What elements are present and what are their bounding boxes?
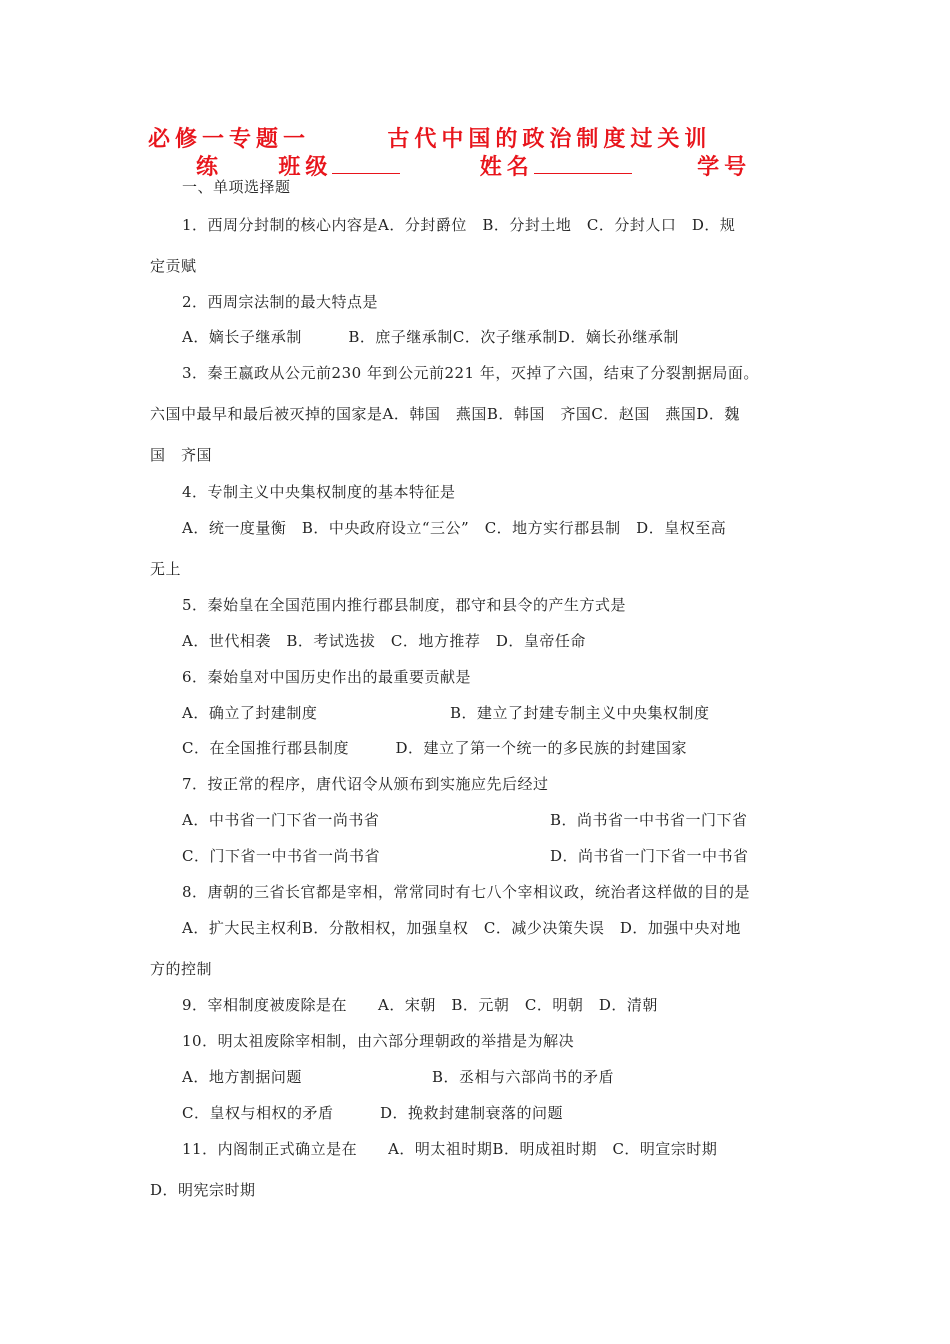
question-4-options: A．统一度量衡 B．中央政府设立“三公” C．地方实行郡县制 D．皇权至高 <box>182 519 727 537</box>
question-4-cont: 无上 <box>150 560 182 578</box>
question-1: 1．西周分封制的核心内容是A．分封爵位 B．分封土地 C．分封人口 D．规 <box>182 216 736 234</box>
question-1-cont: 定贡赋 <box>150 257 197 275</box>
question-6: 6．秦始皇对中国历史作出的最重要贡献是 <box>182 668 472 686</box>
name-label: 姓名 <box>479 154 534 180</box>
name-blank[interactable] <box>534 153 632 174</box>
question-2: 2．西周宗法制的最大特点是 <box>182 293 379 311</box>
question-10-option-b: B．丞相与六部尚书的矛盾 <box>432 1068 615 1086</box>
question-8: 8．唐朝的三省长官都是宰相，常常同时有七八个宰相议政，统治者这样做的目的是 <box>182 883 751 901</box>
question-3: 3．秦王嬴政从公元前230 年到公元前221 年，灭掉了六国，结束了分裂割据局面。 <box>182 364 759 382</box>
document-title-line-1 <box>148 122 808 153</box>
class-blank[interactable] <box>332 153 400 174</box>
question-4: 4．专制主义中央集权制度的基本特征是 <box>182 483 456 501</box>
question-5-options: A．世代相袭 B．考试选拔 C．地方推荐 D．皇帝任命 <box>182 632 586 650</box>
question-7-option-c: C．门下省一中书省一尚书省 <box>182 847 380 865</box>
question-11-cont: D．明宪宗时期 <box>150 1181 256 1199</box>
question-10-options-cd: C．皇权与相权的矛盾 D．挽救封建制衰落的问题 <box>182 1104 564 1122</box>
question-5: 5．秦始皇在全国范围内推行郡县制度，郡守和县令的产生方式是 <box>182 596 627 614</box>
class-label: 班级 <box>278 154 333 180</box>
document-title-line-2 <box>196 150 856 181</box>
question-11: 11．内阁制正式确立是在 A．明太祖时期B．明成祖时期 C．明宣宗时期 <box>182 1140 718 1158</box>
title-part-1: 必修一专题一 <box>148 126 311 152</box>
question-7-option-b: B．尚书省一中书省一门下省 <box>550 811 748 829</box>
question-7: 7．按正常的程序，唐代诏令从颁布到实施应先后经过 <box>182 775 549 793</box>
section-heading: 一、单项选择题 <box>182 178 291 196</box>
question-7-option-a: A．中书省一门下省一尚书省 <box>182 811 380 829</box>
question-3-cont: 六国中最早和最后被灭掉的国家是A．韩国 燕国B．韩国 齐国C．赵国 燕国D．魏 <box>150 405 740 423</box>
question-6-option-a: A．确立了封建制度 <box>182 704 318 722</box>
title-part-3: 练 <box>196 154 224 180</box>
student-id-label: 学号 <box>697 154 752 180</box>
question-10-option-a: A．地方割据问题 <box>182 1068 302 1086</box>
question-8-cont: 方的控制 <box>150 960 213 978</box>
question-8-options: A．扩大民主权利B．分散相权，加强皇权 C．减少决策失误 D．加强中央对地 <box>182 919 741 937</box>
title-part-2: 古代中国的政治制度过关训 <box>387 126 712 152</box>
question-2-options: A．嫡长子继承制 B．庶子继承制C．次子继承制D．嫡长孙继承制 <box>182 328 679 346</box>
question-7-option-d: D．尚书省一门下省一中书省 <box>550 847 749 865</box>
question-6-options-cd: C．在全国推行郡县制度 D．建立了第一个统一的多民族的封建国家 <box>182 739 688 757</box>
question-3-cont-2: 国 齐国 <box>150 446 213 464</box>
question-9: 9．宰相制度被废除是在 A．宋朝 B．元朝 C．明朝 D．清朝 <box>182 996 658 1014</box>
question-6-option-b: B．建立了封建专制主义中央集权制度 <box>450 704 710 722</box>
question-10: 10．明太祖废除宰相制，由六部分理朝政的举措是为解决 <box>182 1032 575 1050</box>
